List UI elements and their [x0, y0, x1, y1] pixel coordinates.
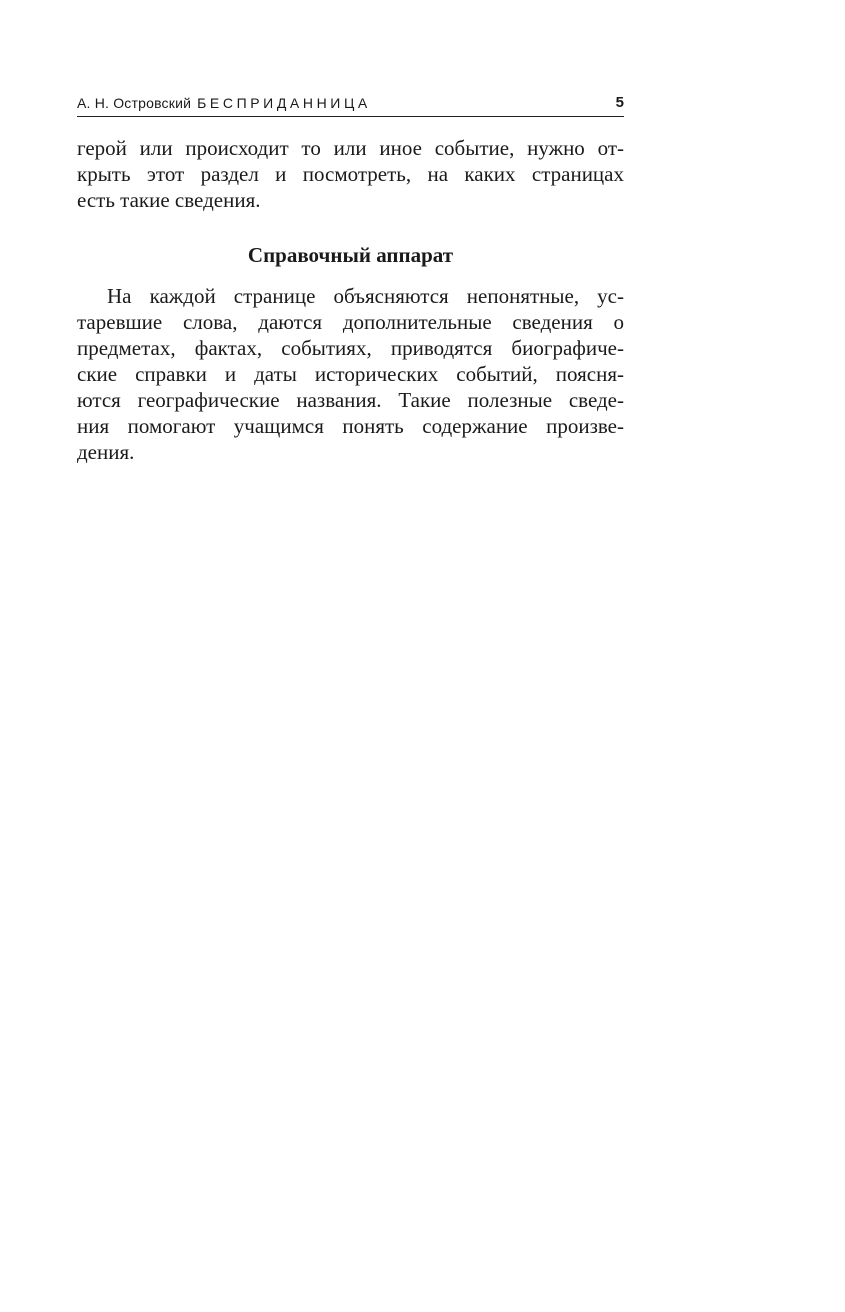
text-line: ния помогают учащимся понять содержание произве- [77, 414, 624, 438]
running-head-author-title [77, 94, 371, 112]
text-line: герой или происходит то или иное событие, нужно от- [77, 136, 624, 160]
text-line: предметах, фактах, событиях, приводятся биографиче- [77, 336, 624, 360]
paragraph-reference-apparatus [77, 283, 624, 465]
text-line: На каждой странице объясняются непонятные, ус- [107, 284, 624, 308]
running-head-author: А. Н. Островский [77, 95, 192, 111]
section-heading: Справочный аппарат [247, 243, 454, 267]
text-line: таревшие слова, даются дополнительные сведения о [77, 310, 624, 334]
page-number: 5 [615, 94, 624, 111]
running-head [77, 94, 624, 117]
text-line: ские справки и даты исторических событий, поясня- [77, 362, 624, 386]
text-line: есть такие сведения. [77, 188, 261, 212]
text-line: дения. [77, 440, 135, 464]
paragraph-continued [77, 135, 624, 213]
running-head-title: БЕСПРИДАННИЦА [197, 95, 371, 111]
text-line: крыть этот раздел и посмотреть, на каких страницах [77, 162, 624, 186]
text-line: ются географические названия. Такие полезные сведе- [77, 388, 624, 412]
